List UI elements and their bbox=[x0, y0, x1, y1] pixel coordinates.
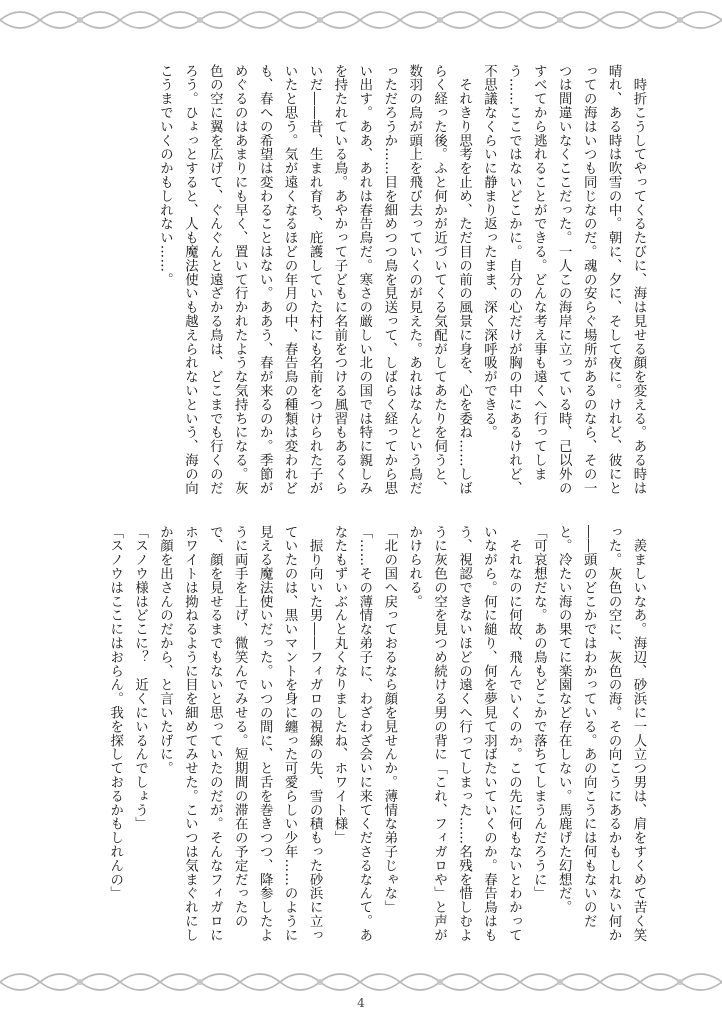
page-number: 4 bbox=[357, 996, 365, 1010]
dialogue-line: 「スノウ様はどこに？ 近くにいるんでしょう」 bbox=[132, 525, 148, 831]
paragraph: 羨ましいなあ。海辺、砂浜に一人立つ男は、肩をすくめて苦く笑った。灰色の空に、灰色の海。その向こうにあるかもしれない何か――頭のどこかではわかっている。あの向こうには何もないのだと。冷たい海の果てに楽園など存在しない。馬鹿げた幻想だ。 bbox=[556, 525, 646, 942]
dialogue-line: 「北の国へ戻っておるなら顔を見せんか。薄情な弟子じゃな」 bbox=[381, 525, 397, 915]
dialogue-line: 「スノウはここにはおらん。我を探しておるかもしれんの」 bbox=[107, 525, 123, 901]
top-ornamental-border bbox=[0, 0, 722, 40]
upper-text-block bbox=[152, 64, 650, 496]
paragraph: 振り向いた男――フィガロの視線の先、雪の積もった砂浜に立っていたのは、黒いマントを身に纏った可愛らしい少年……のように見える魔法使いだった。いつの間に、と舌を巻きつつ、降参したように両手を上げ、微笑んでみせる。短期間の滞在の予定だったので、顔を見せるまでもないと思っていたのだが。そんなフィガロにホワイトは拗ねるように目を細めてみせた。こいつは気まぐれにしか顔を出さんのだから、と言いたげに。 bbox=[157, 525, 323, 942]
paragraph: それなのに何故、飛んでいくのか。この先に何もないとわかっていながら。何に縋り、何を夢見て羽ばたいていくのか。春告鳥はもう、視認できないほどの遠くへ行ってしまった……名残を惜しむように灰色の空を見つめ続ける男の背に「これ、フィガロや」と声がかけられる。 bbox=[406, 525, 522, 942]
dialogue-line: 「……その薄情な弟子に、わざわざ会いに来てくださるなんて。あなたもずいぶんと丸くなりましたね、ホワイト様」 bbox=[331, 525, 372, 942]
lower-text-block bbox=[102, 525, 650, 945]
paragraph: それきり思考を止め、ただ目の前の風景に身を、心を委ね……しばらく経った後。ふと何かが近づいてくる気配がしてあたりを伺うと、数羽の鳥が頭上を飛び去っていくのが見えた。あれはなんという鳥だっただろうか……目を細めつつ鳥を見送って、しばらく経ってから思い出す。ああ、あれは春告鳥だ。寒さの厳しい北の国では特に親しみを持たれている鳥。あやかって子どもに名前をつける風習もあるくらいだ――昔、生まれ育ち、庇護していた村にも名前をつけられた子がいたと思う。気が遠くなるほどの年月の中、春告鳥の種類は変われども、春への希望は変わることはない。ああう、春が来るのか。季節がめぐるのはあまりにも早く、置いて行かれたような気持ちになる。灰色の空に翼を広げて、ぐんぐんと遠ざかる鳥は、どこまでも行くのだろう。ひょっとすると、人も魔法使いも越えられないという、海の向こうまでいくのかもしれない……。 bbox=[157, 64, 472, 495]
dialogue-line: 「可哀想だな。あの鳥もどこかで落ちてしまうんだろうに」 bbox=[531, 525, 547, 901]
paragraph: 時折こうしてやってくるたびに、海は見せる顔を変える。ある時は晴れ、ある時は吹雪の中。朝に、夕に、そして夜に。けれど、彼にとっての海はいつも同じなのだ。魂の安らぐ場所があるのなら、その一つは間違いなくここだった。一人この海岸に立っている時、己以外のすべてから逃れることができる。どんな考え事も遠くへ行ってしまう……ここではないどこかに。自分の心だけが胸の中にあるけれど、不思議なくらいに静まり返ったまま、深く深呼吸ができる。 bbox=[481, 64, 646, 495]
